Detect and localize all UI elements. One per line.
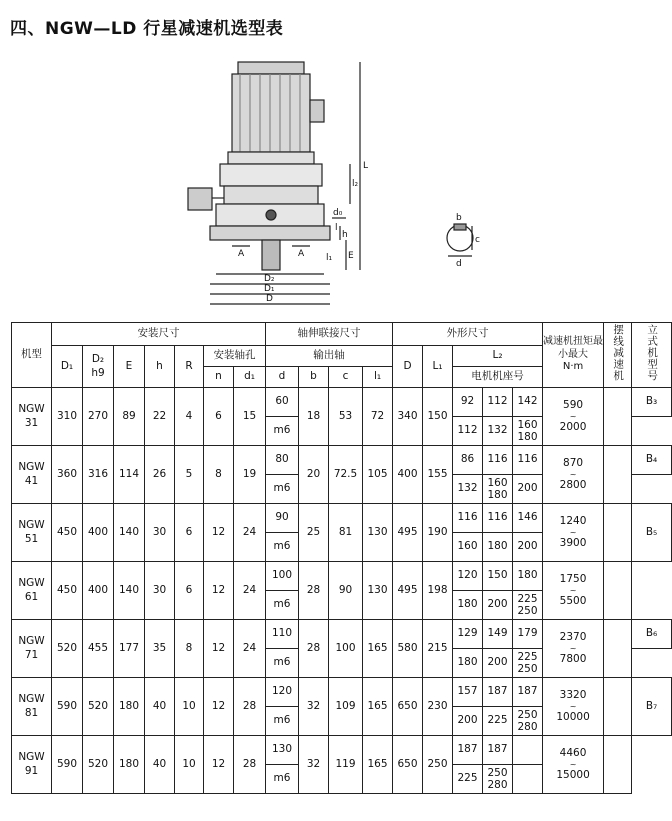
header-d1: d₁ bbox=[234, 367, 266, 388]
cell-n: 12 bbox=[204, 562, 234, 620]
cell-d: 100 bbox=[266, 562, 299, 591]
cell-h: 22 bbox=[145, 388, 175, 446]
cell-d-tol: m6 bbox=[266, 649, 299, 678]
cell-model: B₅ bbox=[632, 504, 672, 562]
cell-l2: 200 bbox=[483, 591, 513, 620]
cell-d2: 520 bbox=[83, 678, 114, 736]
cell-l2: 142 bbox=[513, 388, 543, 417]
cell-l2: 116 bbox=[453, 504, 483, 533]
cell-e: 89 bbox=[114, 388, 145, 446]
cell-l1: 155 bbox=[423, 446, 453, 504]
cell-c: 81 bbox=[329, 504, 363, 562]
cell-d: 130 bbox=[266, 736, 299, 765]
cell-d2: 520 bbox=[83, 736, 114, 794]
cell-d1: 520 bbox=[52, 620, 83, 678]
cell-d: 340 bbox=[393, 388, 423, 446]
cell-d-tol: m6 bbox=[266, 475, 299, 504]
cell-l1: 215 bbox=[423, 620, 453, 678]
cell-l1: 105 bbox=[363, 446, 393, 504]
header-cycloid-model: 摆线减速机 bbox=[604, 323, 632, 388]
cell-d1: 15 bbox=[234, 388, 266, 446]
cell-model: B₄ bbox=[632, 446, 672, 475]
cell-n: 8 bbox=[204, 446, 234, 504]
cell-h: 30 bbox=[145, 562, 175, 620]
cell-d-tol: m6 bbox=[266, 591, 299, 620]
cell-d1: 590 bbox=[52, 678, 83, 736]
cell-l2: 179 bbox=[513, 620, 543, 649]
cell-d1: 450 bbox=[52, 562, 83, 620]
cell-l2: 112 bbox=[453, 417, 483, 446]
cell-h: 40 bbox=[145, 736, 175, 794]
cell-l2: 160 bbox=[453, 533, 483, 562]
header-l1: l₁ bbox=[363, 367, 393, 388]
cell-e: 180 bbox=[114, 736, 145, 794]
cell-cycloid bbox=[604, 620, 632, 678]
cell-d-tol: m6 bbox=[266, 533, 299, 562]
cell-l2: 200 bbox=[483, 649, 513, 678]
cell-l2: 180 bbox=[453, 591, 483, 620]
cell-cycloid bbox=[604, 736, 632, 794]
header-mount-hole: 安装轴孔 bbox=[204, 346, 266, 367]
cell-h: 30 bbox=[145, 504, 175, 562]
cell-d1: 360 bbox=[52, 446, 83, 504]
reducer-drawing bbox=[150, 48, 510, 312]
cell-l2: 120 bbox=[453, 562, 483, 591]
cell-torque: 4460 ~ 15000 bbox=[543, 736, 604, 794]
table-row bbox=[12, 736, 672, 765]
cell-l2: 116 bbox=[513, 446, 543, 475]
header-D: D bbox=[393, 346, 423, 388]
cell-h: 35 bbox=[145, 620, 175, 678]
cell-b: 28 bbox=[299, 620, 329, 678]
cell-l2: 180 bbox=[483, 533, 513, 562]
cell-l2: 146 bbox=[513, 504, 543, 533]
cell-c: 119 bbox=[329, 736, 363, 794]
cell-n: 12 bbox=[204, 736, 234, 794]
table-row bbox=[12, 562, 672, 591]
label-l: l bbox=[335, 223, 338, 233]
cell-l2: 225 250 bbox=[513, 649, 543, 678]
header-b: b bbox=[299, 367, 329, 388]
cell-e: 140 bbox=[114, 504, 145, 562]
cell-c: 90 bbox=[329, 562, 363, 620]
header-D2: D₂ h9 bbox=[83, 346, 114, 388]
cell-d2: 316 bbox=[83, 446, 114, 504]
label-a-left: A bbox=[238, 249, 245, 259]
cell-l1: 250 bbox=[423, 736, 453, 794]
header-model: 机型 bbox=[12, 323, 52, 388]
cell-l2 bbox=[513, 736, 543, 765]
cell-d: 650 bbox=[393, 678, 423, 736]
label-D2: D₂ bbox=[264, 274, 275, 284]
cell-l2: 160 180 bbox=[483, 475, 513, 504]
cell-l1: 230 bbox=[423, 678, 453, 736]
label-d: d bbox=[456, 259, 462, 269]
model-cell: NGW 81 bbox=[12, 678, 52, 736]
cell-n: 12 bbox=[204, 504, 234, 562]
header-vertical-model: 立式机型号 bbox=[632, 323, 672, 388]
cell-cycloid bbox=[604, 446, 632, 504]
header-c: c bbox=[329, 367, 363, 388]
cell-model: B₃ bbox=[632, 388, 672, 417]
label-L: L bbox=[363, 161, 369, 171]
cell-r: 6 bbox=[175, 504, 204, 562]
cell-d-tol: m6 bbox=[266, 417, 299, 446]
header-shaft-size: 轴伸联接尺寸 bbox=[266, 323, 393, 346]
cell-b: 28 bbox=[299, 562, 329, 620]
header-motor-base: 电机机座号 bbox=[453, 367, 543, 388]
label-E: E bbox=[348, 251, 354, 261]
header-outer-size: 外形尺寸 bbox=[393, 323, 543, 346]
cell-r: 4 bbox=[175, 388, 204, 446]
cell-e: 114 bbox=[114, 446, 145, 504]
header-d: d bbox=[266, 367, 299, 388]
cell-l1: 130 bbox=[363, 562, 393, 620]
cell-d: 495 bbox=[393, 504, 423, 562]
cell-l1: 150 bbox=[423, 388, 453, 446]
table-row bbox=[12, 620, 672, 649]
cell-e: 180 bbox=[114, 678, 145, 736]
cell-l1: 72 bbox=[363, 388, 393, 446]
cell-r: 10 bbox=[175, 678, 204, 736]
cell-l2: 187 bbox=[453, 736, 483, 765]
cell-l2: 225 bbox=[483, 707, 513, 736]
cell-l1: 130 bbox=[363, 504, 393, 562]
header-h: h bbox=[145, 346, 175, 388]
cell-l2: 116 bbox=[483, 504, 513, 533]
page-title: 四、NGW—LD 行星减速机选型表 bbox=[10, 19, 284, 39]
cell-b: 18 bbox=[299, 388, 329, 446]
header-L2: L₂ bbox=[453, 346, 543, 367]
cell-torque: 1750 ~ 5500 bbox=[543, 562, 604, 620]
cell-l2: 225 250 bbox=[513, 591, 543, 620]
label-D1: D₁ bbox=[264, 284, 275, 294]
label-D: D bbox=[266, 294, 273, 304]
cell-d-tol: m6 bbox=[266, 765, 299, 794]
cell-d: 90 bbox=[266, 504, 299, 533]
cell-l1: 165 bbox=[363, 620, 393, 678]
cell-l2: 160 180 bbox=[513, 417, 543, 446]
cell-c: 53 bbox=[329, 388, 363, 446]
cell-l1: 165 bbox=[363, 736, 393, 794]
label-a-right: A bbox=[298, 249, 305, 259]
header-L1: L₁ bbox=[423, 346, 453, 388]
header-D1: D₁ bbox=[52, 346, 83, 388]
model-cell: NGW 31 bbox=[12, 388, 52, 446]
cell-l2: 180 bbox=[513, 562, 543, 591]
cell-l2: 116 bbox=[483, 446, 513, 475]
label-c: c bbox=[475, 235, 480, 245]
cell-c: 72.5 bbox=[329, 446, 363, 504]
cell-b: 20 bbox=[299, 446, 329, 504]
cell-cycloid bbox=[604, 678, 632, 736]
cell-model: B₆ bbox=[632, 620, 672, 649]
cell-l2: 149 bbox=[483, 620, 513, 649]
cell-l1: 198 bbox=[423, 562, 453, 620]
cell-torque: 870 ~ 2800 bbox=[543, 446, 604, 504]
cell-d: 80 bbox=[266, 446, 299, 475]
cell-r: 6 bbox=[175, 562, 204, 620]
cell-d: 120 bbox=[266, 678, 299, 707]
cell-l2: 200 bbox=[453, 707, 483, 736]
cell-d1: 24 bbox=[234, 620, 266, 678]
cell-b: 25 bbox=[299, 504, 329, 562]
header-output-shaft: 输出轴 bbox=[266, 346, 393, 367]
cell-d: 60 bbox=[266, 388, 299, 417]
cell-torque: 590 ~ 2000 bbox=[543, 388, 604, 446]
cell-l2 bbox=[513, 765, 543, 794]
table-row bbox=[12, 446, 672, 475]
cell-r: 5 bbox=[175, 446, 204, 504]
cell-d-tol: m6 bbox=[266, 707, 299, 736]
cell-d: 495 bbox=[393, 562, 423, 620]
cell-cycloid bbox=[604, 562, 632, 620]
cell-l1: 165 bbox=[363, 678, 393, 736]
cell-e: 177 bbox=[114, 620, 145, 678]
cell-d1: 24 bbox=[234, 562, 266, 620]
cell-l2: 250 280 bbox=[513, 707, 543, 736]
cell-l2: 112 bbox=[483, 388, 513, 417]
cell-l2: 157 bbox=[453, 678, 483, 707]
header-n: n bbox=[204, 367, 234, 388]
cell-l2: 92 bbox=[453, 388, 483, 417]
cell-r: 10 bbox=[175, 736, 204, 794]
cell-l2: 225 bbox=[453, 765, 483, 794]
cell-model: B₇ bbox=[632, 678, 672, 736]
table-row bbox=[12, 388, 672, 417]
cell-h: 26 bbox=[145, 446, 175, 504]
cell-l2: 150 bbox=[483, 562, 513, 591]
cell-d2: 400 bbox=[83, 504, 114, 562]
cell-d1: 28 bbox=[234, 736, 266, 794]
model-cell: NGW 61 bbox=[12, 562, 52, 620]
cell-torque: 3320 ~ 10000 bbox=[543, 678, 604, 736]
cell-d1: 19 bbox=[234, 446, 266, 504]
label-d0: d₀ bbox=[333, 208, 343, 218]
label-h: h bbox=[342, 230, 348, 240]
cell-l1: 190 bbox=[423, 504, 453, 562]
cell-e: 140 bbox=[114, 562, 145, 620]
cell-l2: 187 bbox=[483, 678, 513, 707]
cell-b: 32 bbox=[299, 678, 329, 736]
cell-d1: 590 bbox=[52, 736, 83, 794]
cell-d2: 455 bbox=[83, 620, 114, 678]
cell-torque: 2370 ~ 7800 bbox=[543, 620, 604, 678]
cell-d: 400 bbox=[393, 446, 423, 504]
cell-c: 100 bbox=[329, 620, 363, 678]
cell-d1: 450 bbox=[52, 504, 83, 562]
cell-d: 110 bbox=[266, 620, 299, 649]
cell-l2: 200 bbox=[513, 475, 543, 504]
spec-table bbox=[11, 322, 672, 794]
cell-l2: 132 bbox=[453, 475, 483, 504]
cell-d1: 24 bbox=[234, 504, 266, 562]
cell-n: 12 bbox=[204, 620, 234, 678]
cell-l2: 180 bbox=[453, 649, 483, 678]
cell-l2: 250 280 bbox=[483, 765, 513, 794]
table-row bbox=[12, 678, 672, 707]
cell-n: 12 bbox=[204, 678, 234, 736]
cell-d1: 310 bbox=[52, 388, 83, 446]
model-cell: NGW 91 bbox=[12, 736, 52, 794]
cell-l2: 129 bbox=[453, 620, 483, 649]
header-E: E bbox=[114, 346, 145, 388]
cell-h: 40 bbox=[145, 678, 175, 736]
label-l1: l₁ bbox=[326, 253, 333, 263]
model-cell: NGW 71 bbox=[12, 620, 52, 678]
table-row bbox=[12, 504, 672, 533]
header-install-size: 安装尺寸 bbox=[52, 323, 266, 346]
cell-d1: 28 bbox=[234, 678, 266, 736]
cell-d: 650 bbox=[393, 736, 423, 794]
label-b: b bbox=[456, 213, 462, 223]
cell-l2: 200 bbox=[513, 533, 543, 562]
cell-d2: 400 bbox=[83, 562, 114, 620]
cell-cycloid bbox=[604, 388, 632, 446]
cell-torque: 1240 ~ 3900 bbox=[543, 504, 604, 562]
cell-n: 6 bbox=[204, 388, 234, 446]
cell-r: 8 bbox=[175, 620, 204, 678]
cell-l2: 187 bbox=[483, 736, 513, 765]
cell-b: 32 bbox=[299, 736, 329, 794]
model-cell: NGW 51 bbox=[12, 504, 52, 562]
label-l2: l₂ bbox=[352, 179, 359, 189]
cell-d: 580 bbox=[393, 620, 423, 678]
cell-l2: 132 bbox=[483, 417, 513, 446]
header-R: R bbox=[175, 346, 204, 388]
model-cell: NGW 41 bbox=[12, 446, 52, 504]
cell-d2: 270 bbox=[83, 388, 114, 446]
cell-l2: 187 bbox=[513, 678, 543, 707]
cell-l2: 86 bbox=[453, 446, 483, 475]
cell-c: 109 bbox=[329, 678, 363, 736]
header-torque: 减速机扭矩最小最大 N·m bbox=[543, 323, 604, 388]
cell-cycloid bbox=[604, 504, 632, 562]
